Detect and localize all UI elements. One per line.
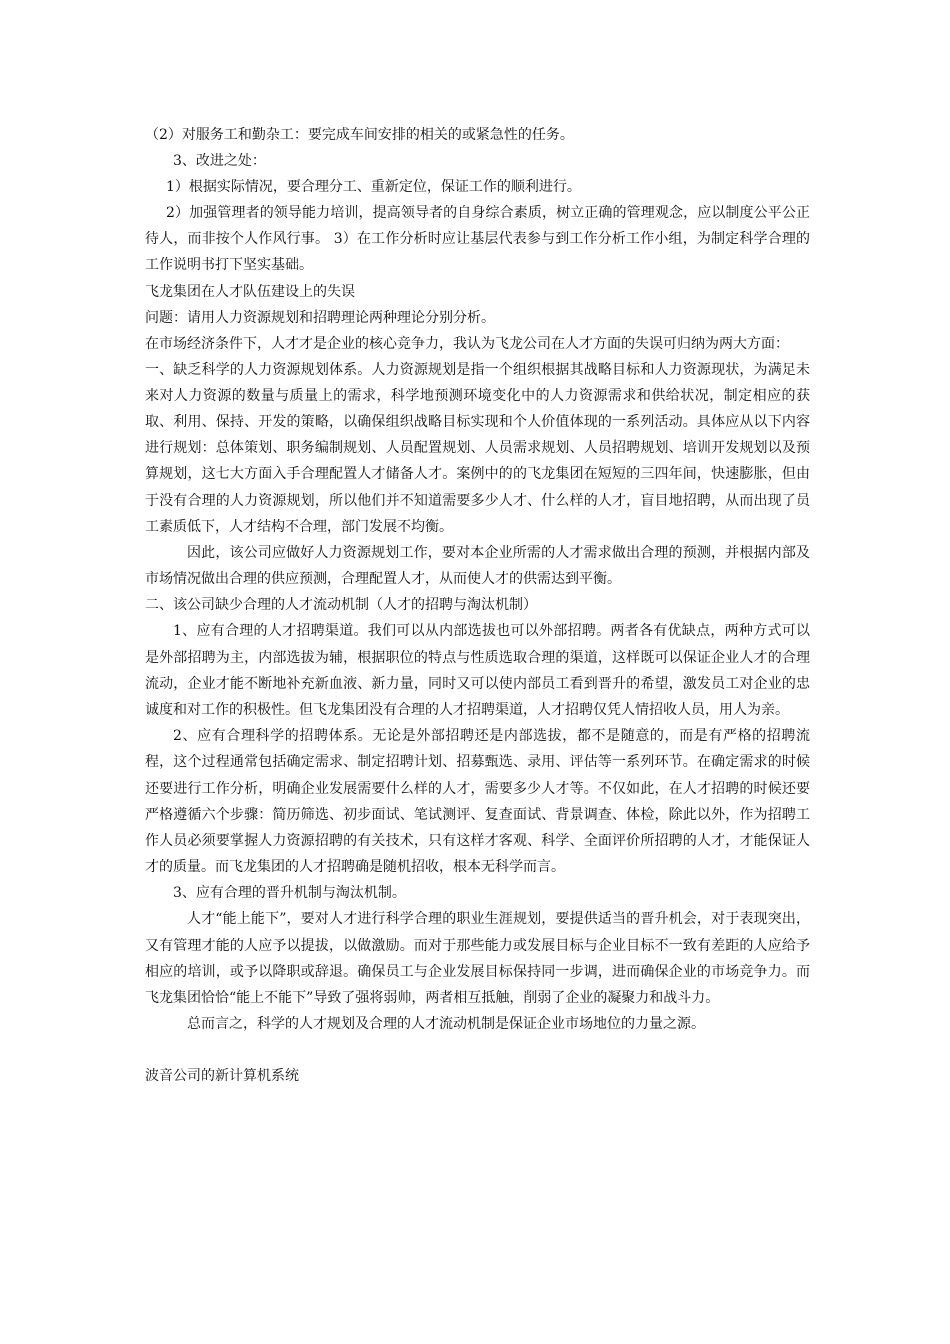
paragraph-summary: 总而言之，科学的人才规划及合理的人才流动机制是保证企业市场地位的力量之源。 (187, 1016, 705, 1033)
question-line: 问题：请用人力资源规划和招聘理论两种理论分别分析。 (145, 309, 495, 326)
paragraph-hr-planning: 一、缺乏科学的人力资源规划体系。人力资源规划是指一个组织根据其战略目标和人力资源现状，为满足未来对人力资源的数量与质量上的需求，科学地预测环境变化中的人力资源需求和供给状况，制定相应的获取、利用、保持、开发的策略，以确保组织战略目标实现和个人价值体现的一系列活动。具体应从以下内容进行规划：总体策划、职务编制规划、人员配置规划、人员需求规划、人员招聘规划、培训开发规划以及预算规划，这七大方面入手合理配置人才储备人才。案例中的的飞龙集团在短短的三四年间，快速膨胀，但由于没有合理的人力资源规划，所以他们并不知道需要多少人才、什么样的人才，盲目地招聘，从而出现了员工素质低下，人才结构不合理，部门发展不均衡。 (145, 361, 810, 535)
paragraph-recruit-channel: 1、应有合理的人才招聘渠道。我们可以从内部选拔也可以外部招聘。两者各有优缺点，两种方式可以是外部招聘为主，内部选拔为辅，根据职位的特点与性质选取合理的渠道，这样既可以保证企业人才的合理流动，企业才能不断地补充新血液、新力量，同时又可以使内部员工看到晋升的希望，激发员工对企业的忠诚度和对工作的积极性。但飞龙集团没有合理的人才招聘渠道，人才招聘仅凭人情招收人员，用人为亲。 (145, 623, 810, 719)
paragraph-recruit-system: 2、应有合理科学的招聘体系。无论是外部招聘还是内部选拔，都不是随意的，而是有严格的招聘流程，这个过程通常包括确定需求、制定招聘计划、招募甄选、录用、评估等一系列环节。在确定需求的时候还要进行工作分析，明确企业发展需要什么样的人才，需要多少人才等。不仅如此，在人才招聘的时候还要严格遵循六个步骤：简历筛选、初步面试、笔试测评、复查面试、背景调查、体检，除此以外，作为招聘工作人员必须要掌握人力资源招聘的有关技术，只有这样才客观、科学、全面评价所招聘的人才，才能保证人才的质量。而飞龙集团的人才招聘确是随机招收，根本无科学而言。 (145, 728, 810, 876)
paragraph-service-workers: （2）对服务工和勤杂工：要完成车间安排的相关的或紧急性的任务。 (145, 127, 574, 143)
paragraph-improvement-2-3: 2）加强管理者的领导能力培训，提高领导者的自身综合素质，树立正确的管理观念，应以制度公平公正待人，而非按个人作风行事。 3）在工作分析时应让基层代表参与到工作分析工作小组，为制定科学合理的工作说明书打下坚实基础。 (145, 205, 810, 274)
intro-paragraph: 在市场经济条件下，人才才是企业的核心竞争力，我认为飞龙公司在人才方面的失误可归纳为两大方面： (145, 335, 789, 352)
paragraph-improvement-1: 1）根据实际情况，要合理分工、重新定位，保证工作的顺利进行。 (166, 179, 581, 195)
blank-line (145, 1037, 810, 1063)
heading-talent-flow: 二、该公司缺少合理的人才流动机制（人才的招聘与淘汰机制） (145, 597, 537, 614)
paragraph-therefore: 因此，该公司应做好人力资源规划工作，要对本企业所需的人才需求做出合理的预测，并根据内部及市场情况做出合理的供应预测，合理配置人才，从而使人才的供需达到平衡。 (145, 545, 810, 588)
section-title-boeing: 波音公司的新计算机系统 (145, 1068, 299, 1085)
heading-improvements: 3、改进之处： (173, 153, 266, 169)
paragraph-promotion: 人才“能上能下”，要对人才进行科学合理的职业生涯规划，要提供适当的晋升机会，对于表现突出，又有管理才能的人应予以提拔，以做激励。而对于那些能力或发展目标与企业目标不一致有差距的人应给予相应的培训，或予以降职或辞退。确保员工与企业发展目标保持同一步调，进而确保企业的市场竞争力。而飞龙集团恰恰“能上不能下”导致了强将弱帅，两者相互抵触，削弱了企业的凝聚力和战斗力。 (145, 911, 810, 1007)
heading-promotion: 3、应有合理的晋升机制与淘汰机制。 (173, 885, 406, 902)
document-page (145, 122, 810, 1089)
section-title-feilong: 飞龙集团在人才队伍建设上的失误 (145, 283, 355, 300)
